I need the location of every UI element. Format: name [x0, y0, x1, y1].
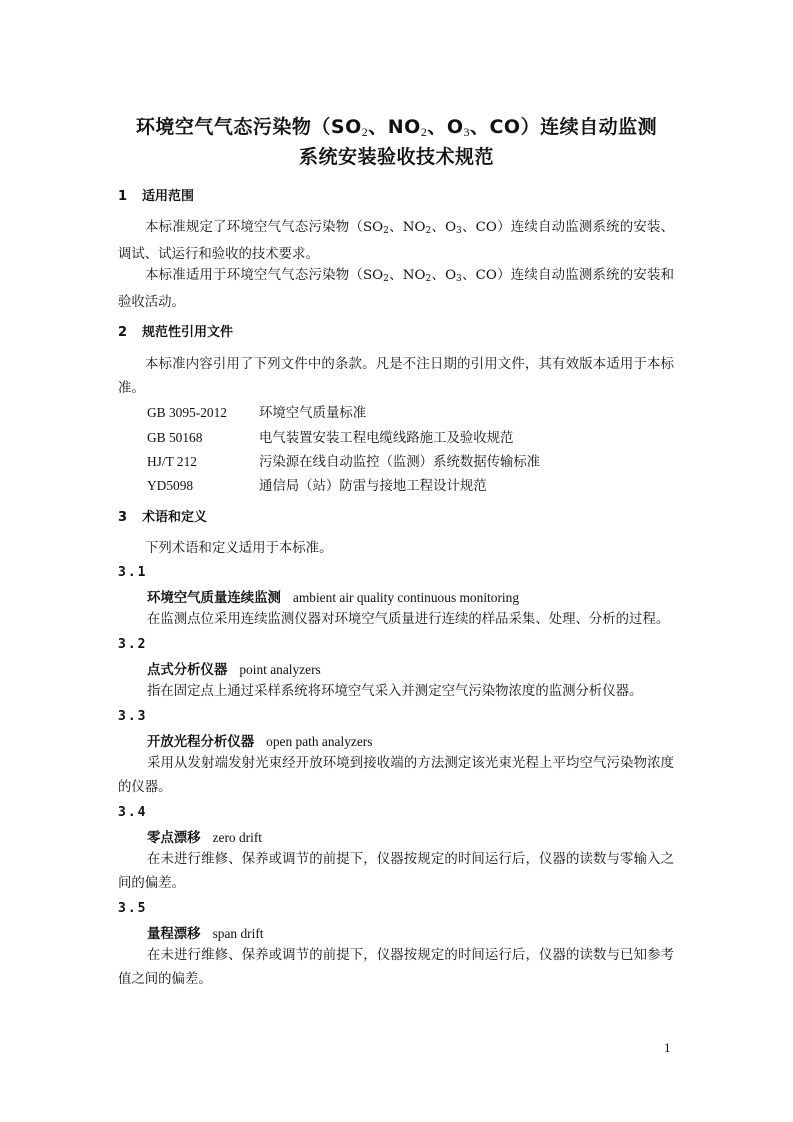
section-heading-scope: 1 适用范围: [118, 189, 195, 204]
reference-item: GB 3095-2012 环境空气质量标准: [147, 405, 367, 421]
term-heading: 点式分析仪器 point analyzers: [147, 662, 321, 678]
clause-number: 3.3: [118, 709, 148, 724]
section-heading-terms: 3 术语和定义: [118, 510, 208, 525]
term-heading: 零点漂移 zero drift: [147, 830, 263, 846]
paragraph-scope-2: 本标准适用于环境空气气态污染物（$SO_2$、$NO_2$、$O_3$、CO）连续自动监测系统的安装和验收活动。: [118, 268, 674, 310]
term-heading: 环境空气质量连续监测 ambient air quality continuous monitoring: [147, 590, 520, 606]
term-heading: 量程漂移 span drift: [147, 926, 264, 942]
term-definition: 在未进行维修、保养或调节的前提下，仪器按规定的时间运行后，仪器的读数与已知参考值之间的偏差。: [118, 948, 674, 987]
term-definition: 在监测点位采用连续监测仪器对环境空气质量进行连续的样品采集、处理、分析的过程。: [147, 612, 670, 627]
paragraph-terms-intro: 下列术语和定义适用于本标准。: [145, 541, 333, 556]
reference-item: YD5098 通信局（站）防雷与接地工程设计规范: [147, 478, 487, 494]
document-title-line2: 系统安装验收技术规范: [298, 146, 494, 168]
term-heading: 开放光程分析仪器 open path analyzers: [147, 734, 373, 750]
reference-item: GB 50168 电气装置安装工程电缆线路施工及验收规范: [147, 430, 514, 446]
clause-number: 3.4: [118, 805, 148, 820]
reference-item: HJ/T 212 污染源在线自动监控（监测）系统数据传输标准: [147, 454, 541, 470]
paragraph-normative-references: 本标准内容引用了下列文件中的条款。凡是不注日期的引用文件，其有效版本适用于本标准。: [118, 357, 674, 396]
term-definition: 指在固定点上通过采样系统将环境空气采入并测定空气污染物浓度的监测分析仪器。: [147, 684, 643, 699]
clause-number: 3.5: [118, 901, 148, 916]
paragraph-scope-1: 本标准规定了环境空气气态污染物（$SO_2$、$NO_2$、$O_3$、CO）连续自动监测系统的安装、调试、试运行和验收的技术要求。: [118, 220, 674, 262]
clause-number: 3.2: [118, 637, 148, 652]
term-definition: 采用从发射端发射光束经开放环境到接收端的方法测定该光束光程上平均空气污染物浓度的仪器。: [118, 756, 674, 795]
clause-number: 3.1: [118, 565, 148, 580]
term-definition: 在未进行维修、保养或调节的前提下，仪器按规定的时间运行后，仪器的读数与零输入之间的偏差。: [118, 852, 674, 891]
page-number: 1: [664, 1040, 671, 1055]
section-heading-normative-references: 2 规范性引用文件: [118, 325, 234, 340]
document-title-line1: 环境空气气态污染物（$SO_2$、$NO_2$、$O_3$、CO）连续自动监测: [135, 116, 658, 139]
